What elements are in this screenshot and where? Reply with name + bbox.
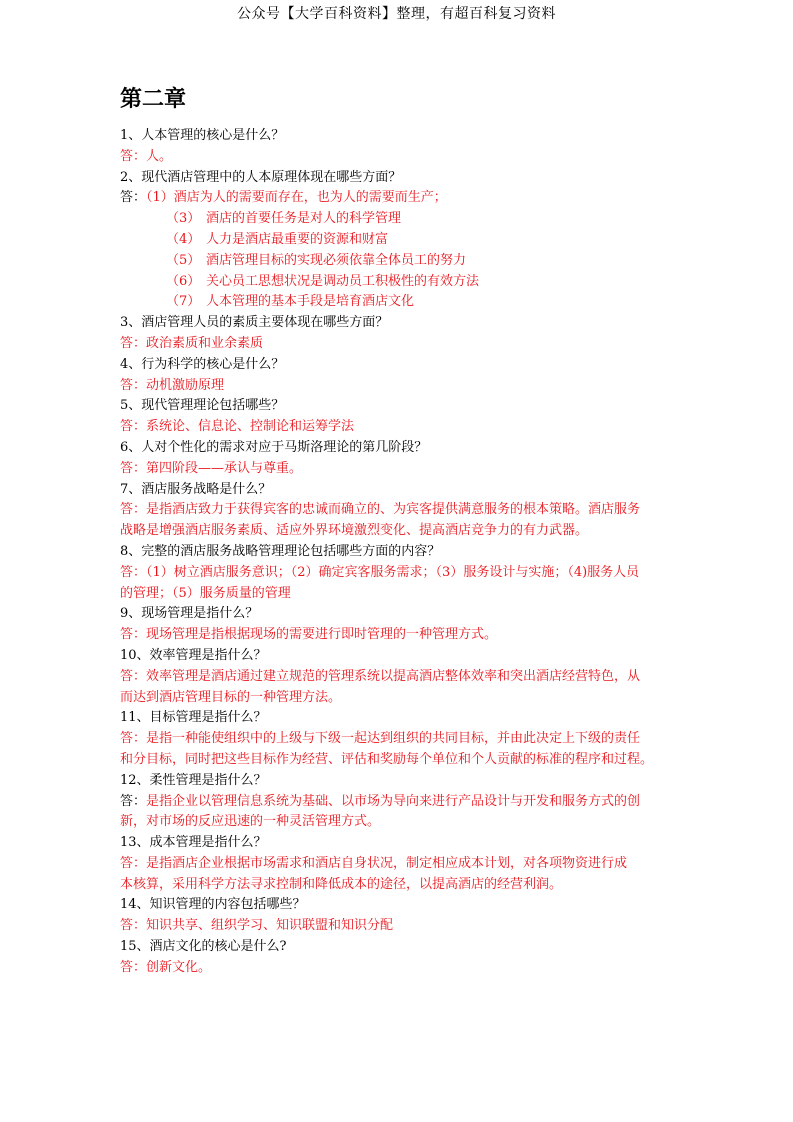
- answer-13-line2: 本核算，采用科学方法寻求控制和降低成本的途径，以提高酒店的经营利润。: [120, 876, 563, 892]
- question-12: 12、柔性管理是指什么？: [120, 772, 267, 788]
- answer-10-line1: 答：效率管理是酒店通过建立规范的管理系统以提高酒店整体效率和突出酒店经营特色，从: [120, 668, 641, 684]
- answer-14: 答：知识共享、组织学习、知识联盟和知识分配: [120, 918, 394, 934]
- answer-3: 答：政治素质和业余素质: [120, 335, 264, 351]
- answer-2-item: （5） 酒店管理目标的实现必须依靠全体员工的努力: [166, 252, 467, 268]
- question-7: 7、酒店服务战略是什么？: [120, 481, 272, 497]
- answer-8-line1: 答：（1）树立酒店服务意识；（2）确定宾客服务需求；（3）服务设计与实施；（4)服务人员: [120, 564, 640, 580]
- answer-7-line1: 答：是指酒店致力于获得宾客的忠诚而确立的、为宾客提供满意服务的根本策略。酒店服务: [120, 502, 641, 518]
- chapter-title: 第二章: [120, 87, 187, 112]
- answer-11-line1: 答：是指一种能使组织中的上级与下级一起达到组织的共同目标，并由此决定上下级的责任: [120, 731, 641, 747]
- question-5: 5、现代管理理论包括哪些？: [120, 398, 285, 414]
- answer-2-item: （7） 人本管理的基本手段是培育酒店文化: [166, 294, 415, 310]
- question-11: 11、目标管理是指什么？: [120, 710, 267, 726]
- answer-2-first: （1）酒店为人的需要而存在，也为人的需要而生产；: [146, 190, 447, 206]
- answer-10-line2: 而达到酒店管理目标的一种管理方法。: [120, 689, 342, 705]
- question-14: 14、知识管理的内容包括哪些？: [120, 897, 306, 913]
- answer-2-item: （4） 人力是酒店最重要的资源和财富: [166, 231, 389, 247]
- question-13: 13、成本管理是指什么？: [120, 835, 267, 851]
- answer-2-item: （6） 关心员工思想状况是调动员工积极性的有效方法: [166, 273, 480, 289]
- qa-list: [120, 126, 676, 979]
- question-1: 1、人本管理的核心是什么？: [120, 128, 285, 143]
- answer-12-line1: 答：是指企业以管理信息系统为基础、以市场为导向来进行产品设计与开发和服务方式的创: [120, 793, 641, 809]
- page-header: 公众号【大学百科资料】整理，有超百科复习资料: [237, 6, 556, 22]
- answer-4: 答：动机激励原理: [120, 377, 225, 393]
- answer-15: 答：创新文化。: [120, 959, 212, 975]
- question-8: 8、完整的酒店服务战略管理理论包括哪些方面的内容？: [120, 543, 441, 559]
- answer-9: 答：现场管理是指根据现场的需要进行即时管理的一种管理方式。: [120, 627, 498, 643]
- question-9: 9、现场管理是指什么？: [120, 606, 259, 622]
- answer-12-prefix: 答：: [120, 793, 147, 809]
- answer-2-item: （3） 酒店的首要任务是对人的科学管理: [166, 211, 402, 227]
- question-2: 2、现代酒店管理中的人本原理体现在哪些方面？: [120, 169, 402, 185]
- answer-5: 答：系统论、信息论、控制论和运筹学法: [120, 419, 355, 435]
- answer-2-prefix: 答：: [120, 190, 147, 206]
- question-6: 6、人对个性化的需求对应于马斯洛理论的第几阶段？: [120, 439, 428, 455]
- answer-11-line2: 和分目标，同时把这些目标作为经营、评估和奖励每个单位和个人贡献的标准的程序和过程。: [120, 751, 654, 767]
- question-10: 10、效率管理是指什么？: [120, 647, 267, 663]
- answer-1: 答：人。: [120, 148, 173, 164]
- question-15: 15、酒店文化的核心是什么?: [120, 939, 287, 955]
- answer-6: 答：第四阶段——承认与尊重。: [120, 460, 303, 476]
- answer-12-line2: 新，对市场的反应迅速的一种灵活管理方式。: [120, 814, 381, 830]
- question-3: 3、酒店管理人员的素质主要体现在哪些方面？: [120, 315, 389, 331]
- answer-8-line2: 的管理；（5）服务质量的管理: [120, 585, 291, 601]
- answer-2: [120, 188, 676, 209]
- question-4: 4、行为科学的核心是什么？: [120, 356, 285, 372]
- answer-7-line2: 战略是增强酒店服务素质、适应外界环境激烈变化、提高酒店竞争力的有力武器。: [120, 523, 589, 539]
- answer-13-line1: 答：是指酒店企业根据市场需求和酒店自身状况，制定相应成本计划，对各项物资进行成: [120, 855, 628, 871]
